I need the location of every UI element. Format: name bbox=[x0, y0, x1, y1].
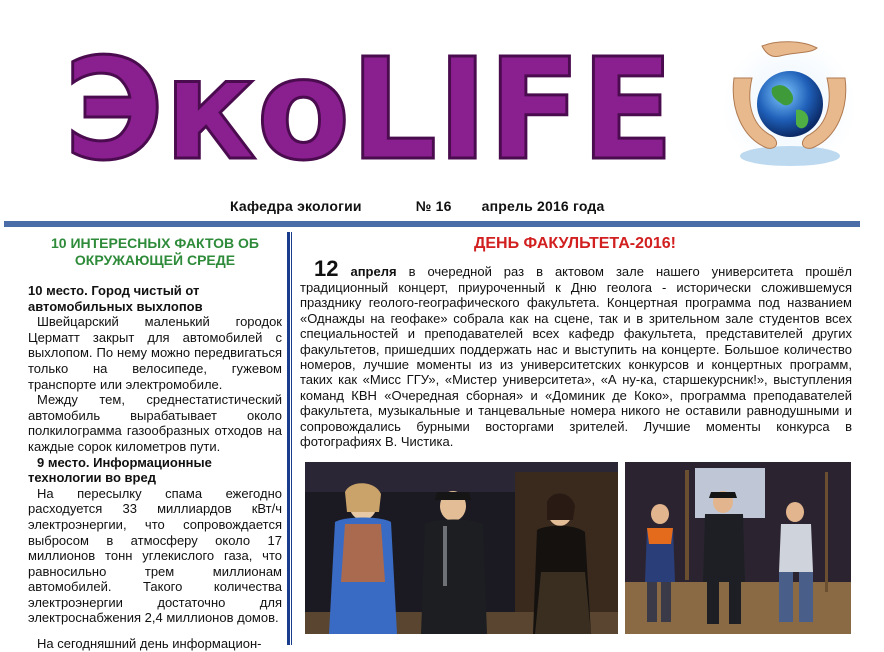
article-body bbox=[300, 258, 852, 449]
ekolife-logo bbox=[60, 18, 680, 188]
department-name: Кафедра экологии bbox=[230, 198, 362, 214]
globe-in-hands-icon bbox=[722, 38, 857, 173]
masthead-rule bbox=[4, 221, 860, 227]
fact-9-paragraph-1: На пересылку спама ежегодно расходуется 33 миллиардов кВт/ч электроэнергии, что сопровождается выбросом в атмосферу около 17 миллионов тонн углекислого газа, что равносильно трем миллионам автомобилей. Такого количества электроэнергии достаточно для электроснабжения 2,4 миллионов домов. bbox=[28, 485, 282, 626]
issue-date: апрель 2016 года bbox=[481, 198, 605, 214]
logo-wordmark: ЭкоLIFE bbox=[64, 29, 674, 188]
concert-photo-2 bbox=[625, 462, 851, 634]
article-headline: ДЕНЬ ФАКУЛЬТЕТА-2016! bbox=[473, 235, 676, 252]
fact-10-paragraph-1: Швейцарский маленький городок Церматт закрыт для автомобилей с выхлопом. По нему можно передвигаться только на велосипеде, гужевом транспорте или электромобиле. bbox=[28, 314, 282, 392]
fact-10-paragraph-2: Между тем, среднестатистический автомобиль вырабатывает около полкилограмма газообразных отходов на каждые сорок километров пути. bbox=[28, 392, 282, 454]
issue-number: № 16 bbox=[415, 198, 452, 214]
article-month: апреля bbox=[350, 264, 397, 279]
article-text: в очередной раз в актовом зале нашего университета прошёл традиционный концерт, приуроченный к Дню геолога - исторически сложившемуся празднику геолого-географического факультета. Концертная программа под названием «Однажды на геофаке» собрала как на сцене, так и в зрительном зале студентов всех специальностей и преподавателей всех кафедр факультета, представителей других факультетов, пришедших поддержать нас и выступить на концерте. Большое количество номеров, лучшие моменты из из университетских конкурсов и концертных программ, таких как «Мисс ГГУ», «Мистер университета», «А ну-ка, старшекурсник!», выступления команд КВН «Очередная сборная» и «Доминик де Коко», программа преподавателей факультета, музыкальные и танцевальные номера никого не оставили равнодушными и сопровождались бурными восторгами зрителей. Лучшие моменты конкурса в фотографиях В. Чистика. bbox=[300, 264, 852, 450]
fact-9-paragraph-2: На сегодняшний день информацион- bbox=[37, 636, 262, 652]
masthead-subtitle bbox=[230, 198, 605, 214]
fact-9-heading: 9 место. Информационные технологии во вред bbox=[28, 454, 212, 486]
facts-title: 10 ИНТЕРЕСНЫХ ФАКТОВ ОБ ОКРУЖАЮЩЕЙ СРЕДЕ bbox=[50, 235, 259, 268]
column-divider bbox=[287, 232, 293, 645]
fact-10-heading: 10 место. Город чистый от автомобильных выхлопов bbox=[28, 283, 203, 314]
concert-photo-1 bbox=[305, 462, 618, 634]
article-day: 12 bbox=[314, 256, 339, 281]
facts-column bbox=[28, 235, 282, 652]
